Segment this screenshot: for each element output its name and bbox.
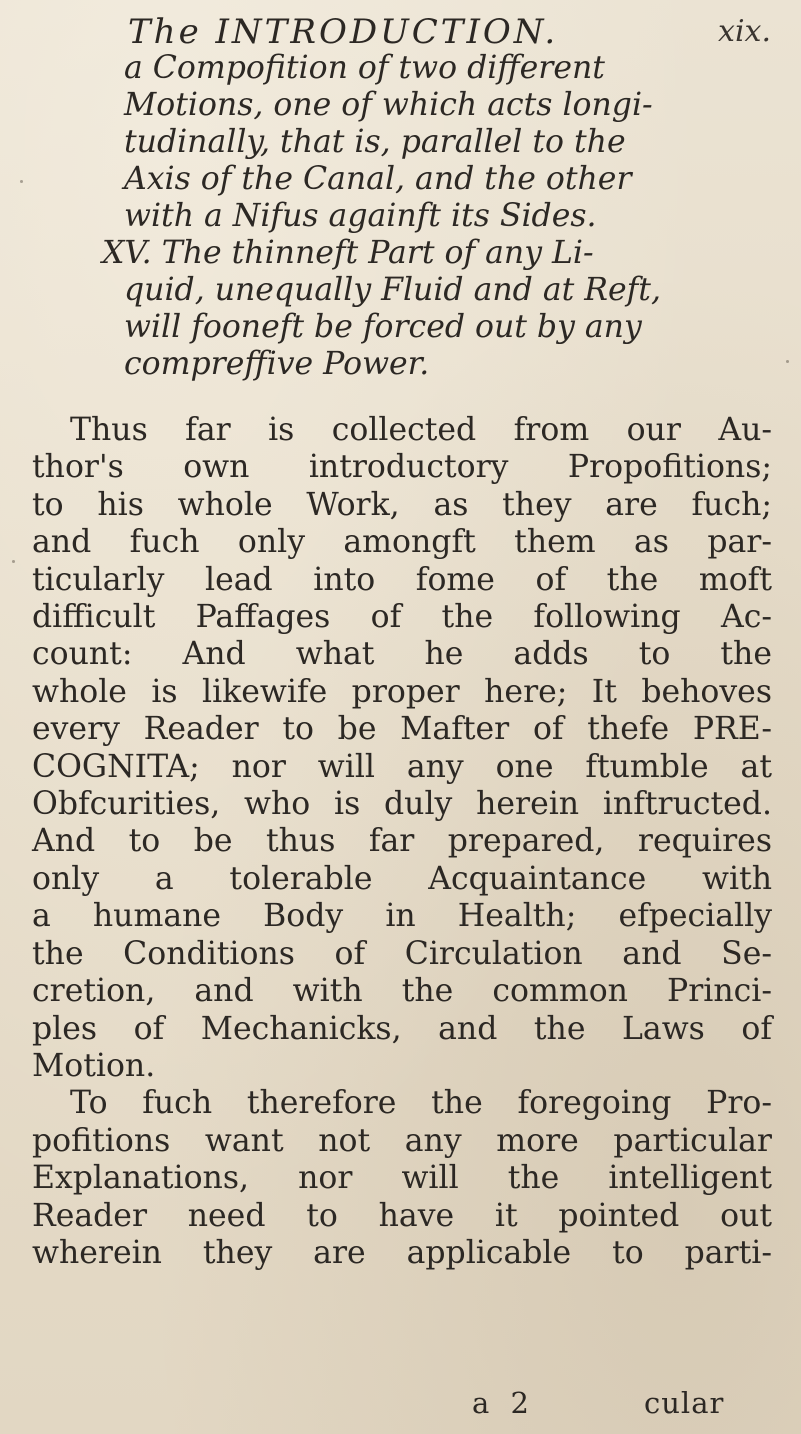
body-line: Explanations, nor will the intelligent (32, 1160, 772, 1197)
body-line: Reader need to have it pointed out (32, 1197, 772, 1234)
body-line: To fuch therefore the foregoing Pro- (70, 1085, 772, 1122)
proposition-line: compreffive Power. (124, 346, 430, 382)
running-head-title: The INTRODUCTION. (128, 12, 559, 52)
running-head (0, 0, 801, 52)
body-line: pofitions want not any more particular (32, 1122, 772, 1159)
proposition-line: quid, unequally Fluid and at Reft, (124, 272, 661, 308)
proposition-line: Motions, one of which acts longi- (124, 87, 653, 123)
body-line: wherein they are applicable to parti- (32, 1234, 772, 1271)
proposition-line: tudinally, that is, parallel to the (124, 124, 626, 160)
body-line: Obfcurities, who is duly herein inftructed. (32, 786, 772, 823)
body-line: whole is likewife proper here; It behoves (32, 673, 772, 710)
proposition-line: Axis of the Canal, and the other (124, 161, 632, 197)
body-text (32, 412, 772, 1272)
body-line: and fuch only amongft them as par- (32, 524, 772, 561)
paper-speck (12, 560, 15, 563)
body-line: to his whole Work, as they are fuch; (32, 486, 772, 523)
body-line: COGNITA; nor will any one ftumble at (32, 748, 772, 785)
body-line: Motion. (32, 1047, 156, 1084)
paper-speck (786, 360, 789, 363)
proposition-line: a Compofition of two different (124, 50, 605, 86)
body-line: count: And what he adds to the (32, 636, 772, 673)
body-line: thor's own introductory Propofitions; (32, 449, 772, 486)
catchword: cular (644, 1386, 725, 1420)
body-line: difficult Paffages of the following Ac- (32, 599, 772, 636)
paper-speck (20, 180, 23, 183)
body-line: the Conditions of Circulation and Se- (32, 935, 772, 972)
body-line: Thus far is collected from our Au- (70, 412, 772, 448)
proposition-line: will fooneft be forced out by any (124, 309, 642, 345)
body-line: cretion, and with the common Princi- (32, 973, 772, 1010)
body-line: every Reader to be Mafter of thefe PRE- (32, 711, 772, 748)
body-line: ticularly lead into fome of the moft (32, 561, 772, 598)
body-line: a humane Body in Health; efpecially (32, 898, 772, 935)
proposition-heading-xv: XV. The thinneft Part of any Li- (102, 235, 594, 271)
page-number: xix. (718, 14, 771, 49)
body-line: ples of Mechanicks, and the Laws of (32, 1010, 772, 1047)
signature-mark: a 2 (472, 1386, 535, 1420)
body-line: only a tolerable Acquaintance with (32, 860, 772, 897)
proposition-line: with a Nifus againft its Sides. (124, 198, 597, 234)
body-line: And to be thus far prepared, requires (32, 823, 772, 860)
propositions-block (88, 50, 768, 383)
